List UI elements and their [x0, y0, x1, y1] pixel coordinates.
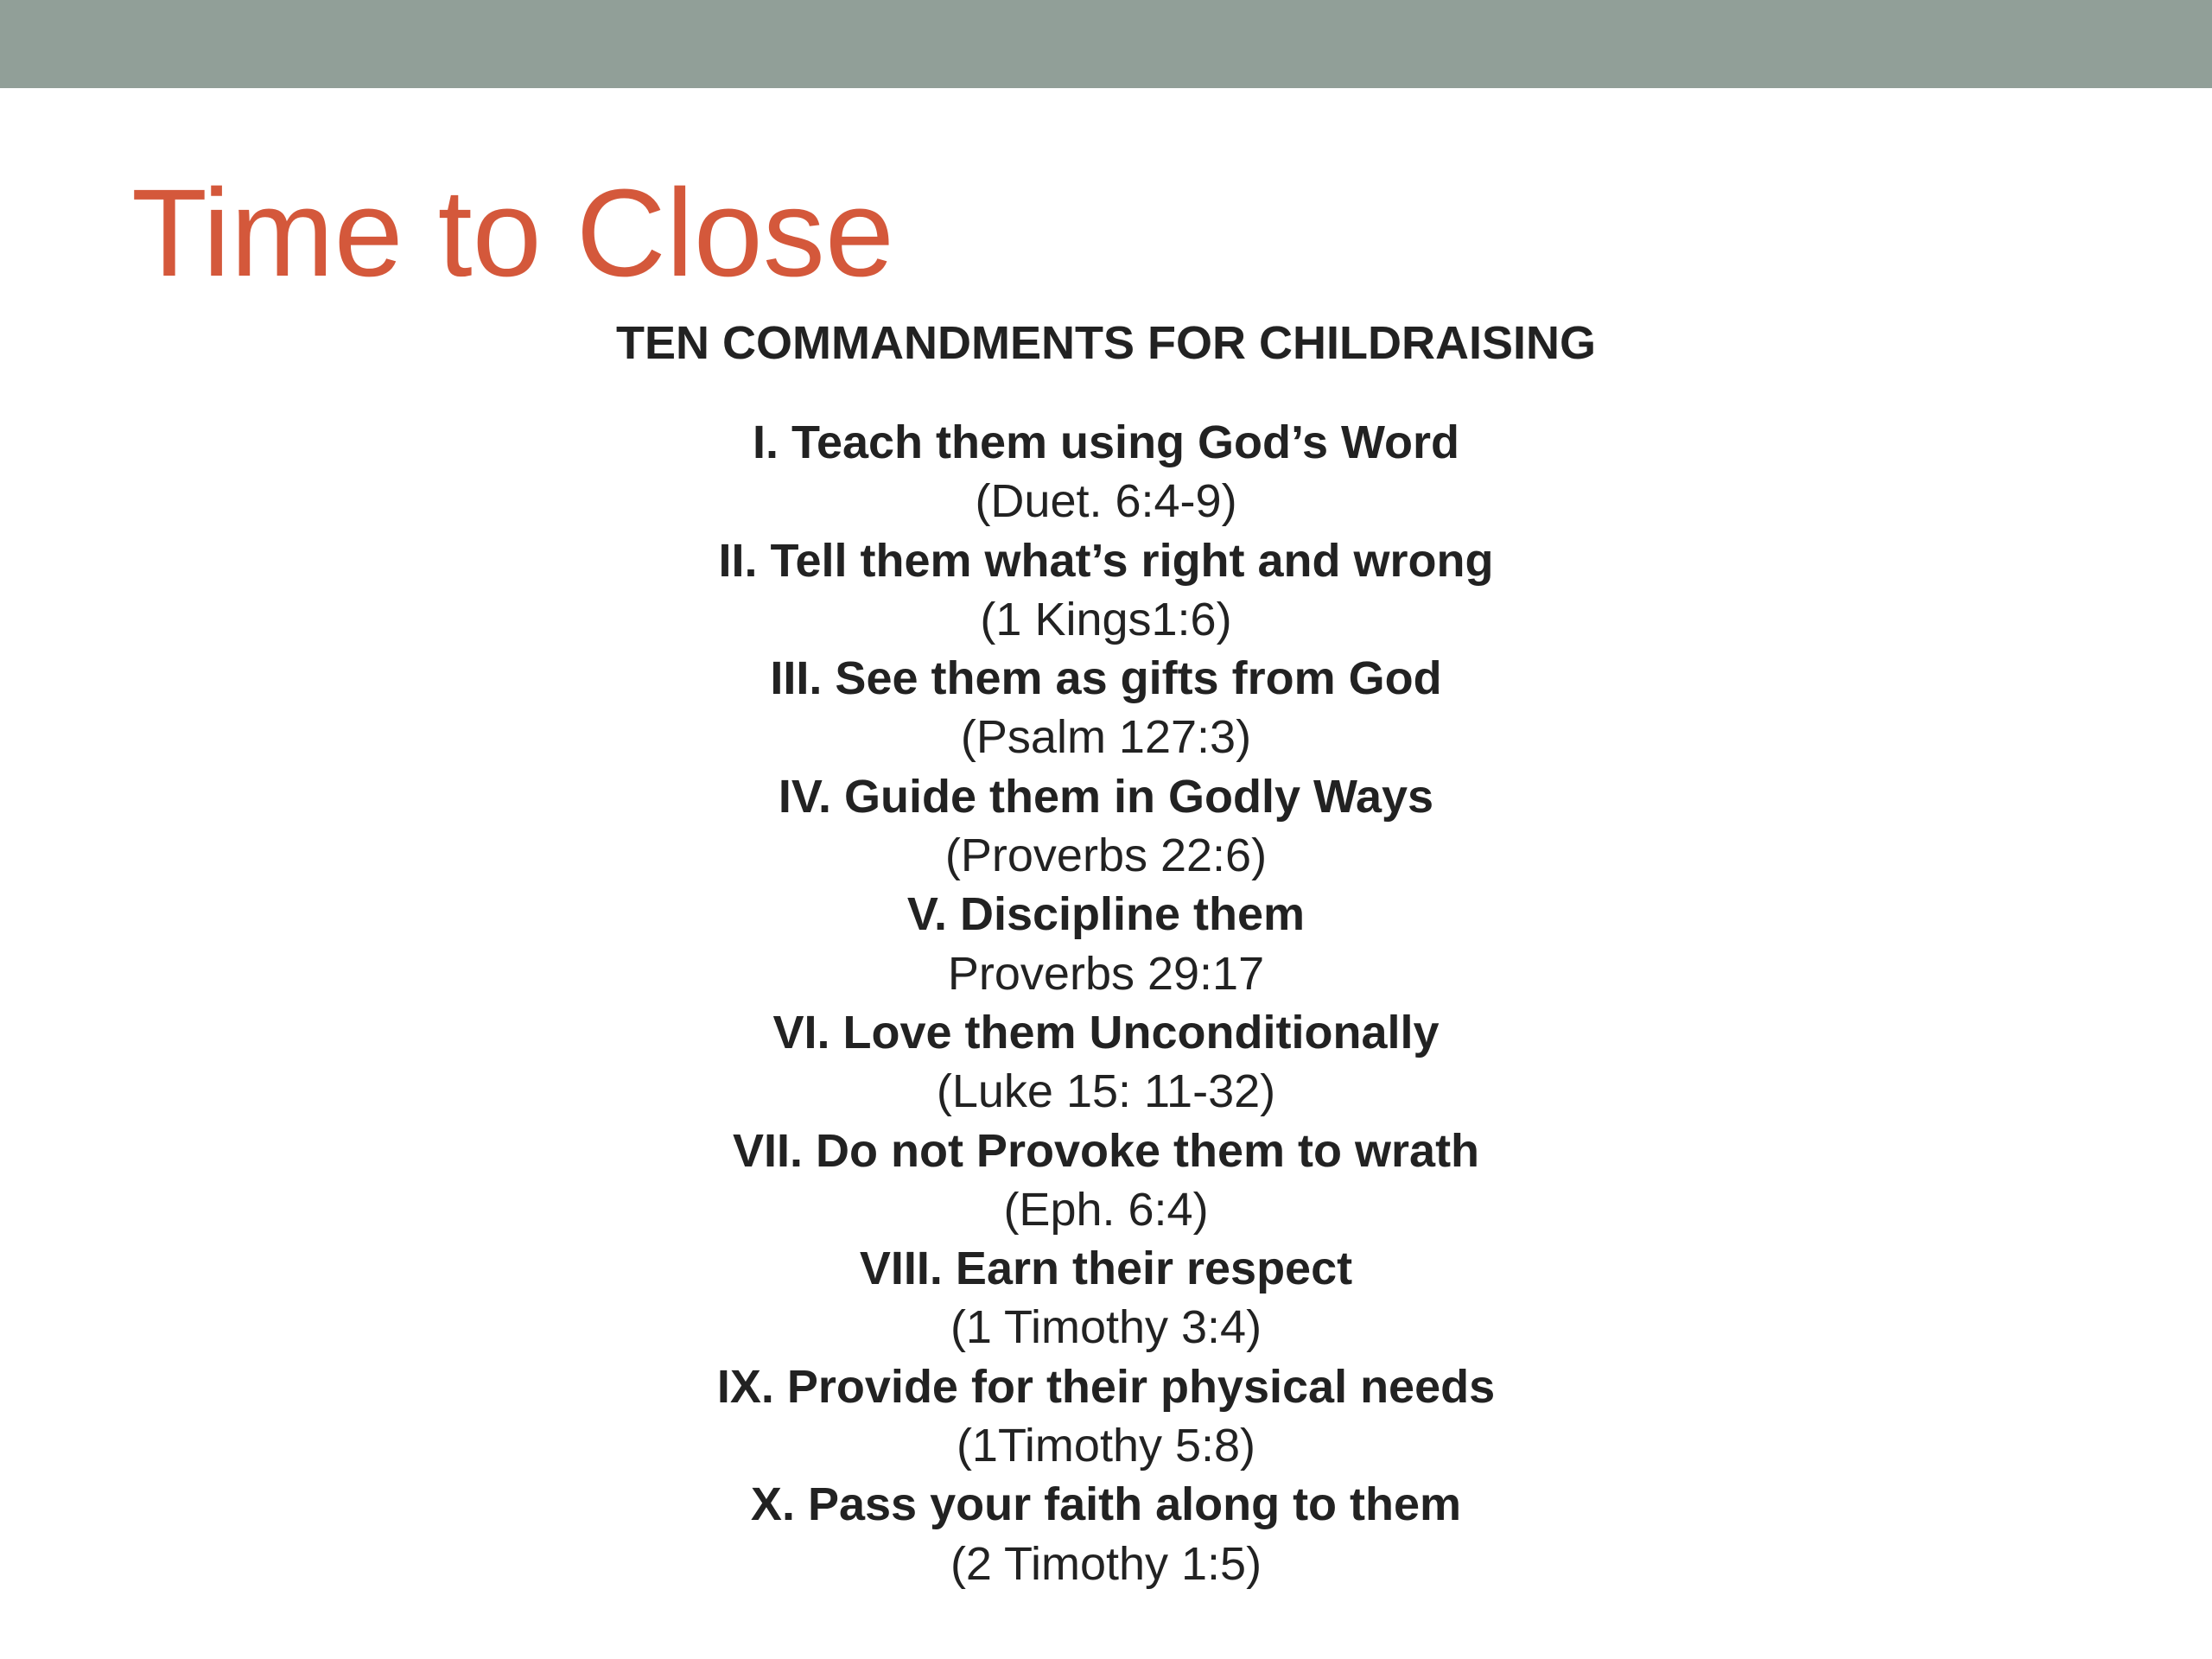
- scripture-reference: (1Timothy 5:8): [956, 1420, 1256, 1472]
- commandment-text: IV. Guide them in Godly Ways: [778, 770, 1434, 823]
- commandment-item: [0, 413, 2212, 531]
- commandment-text: III. See them as gifts from God: [770, 652, 1442, 705]
- commandment-item: [0, 531, 2212, 650]
- commandment-item: [0, 1357, 2212, 1476]
- scripture-reference: (Duet. 6:4-9): [975, 475, 1237, 528]
- scripture-reference: (Psalm 127:3): [960, 711, 1252, 764]
- commandment-item: [0, 1475, 2212, 1593]
- commandment-item: [0, 885, 2212, 1003]
- scripture-reference: (2 Timothy 1:5): [950, 1537, 1262, 1590]
- slide-subtitle: TEN COMMANDMENTS FOR CHILDRAISING: [616, 317, 1596, 369]
- commandment-item: [0, 767, 2212, 886]
- commandment-text: VII. Do not Provoke them to wrath: [732, 1124, 1480, 1177]
- commandment-item: [0, 649, 2212, 767]
- top-accent-bar: [0, 0, 2212, 88]
- scripture-reference: Proverbs 29:17: [947, 947, 1265, 1000]
- commandment-item: [0, 1003, 2212, 1122]
- commandment-text: V. Discipline them: [906, 888, 1306, 941]
- commandments-list: [0, 413, 2212, 1593]
- scripture-reference: (1 Timothy 3:4): [950, 1301, 1262, 1354]
- commandment-text: II. Tell them what’s right and wrong: [718, 534, 1494, 587]
- scripture-reference: (Luke 15: 11-32): [936, 1065, 1276, 1118]
- scripture-reference: (Proverbs 22:6): [944, 830, 1268, 882]
- commandment-text: X. Pass your faith along to them: [750, 1478, 1462, 1531]
- scripture-reference: (Eph. 6:4): [1003, 1183, 1209, 1236]
- commandment-text: VI. Love them Unconditionally: [772, 1006, 1440, 1058]
- commandment-text: I. Teach them using God’s Word: [752, 416, 1460, 468]
- commandment-item: [0, 1122, 2212, 1240]
- slide-title: Time to Close: [131, 163, 894, 302]
- commandment-item: [0, 1239, 2212, 1357]
- commandment-text: IX. Provide for their physical needs: [716, 1360, 1496, 1413]
- scripture-reference: (1 Kings1:6): [980, 593, 1232, 645]
- commandment-text: VIII. Earn their respect: [859, 1243, 1353, 1295]
